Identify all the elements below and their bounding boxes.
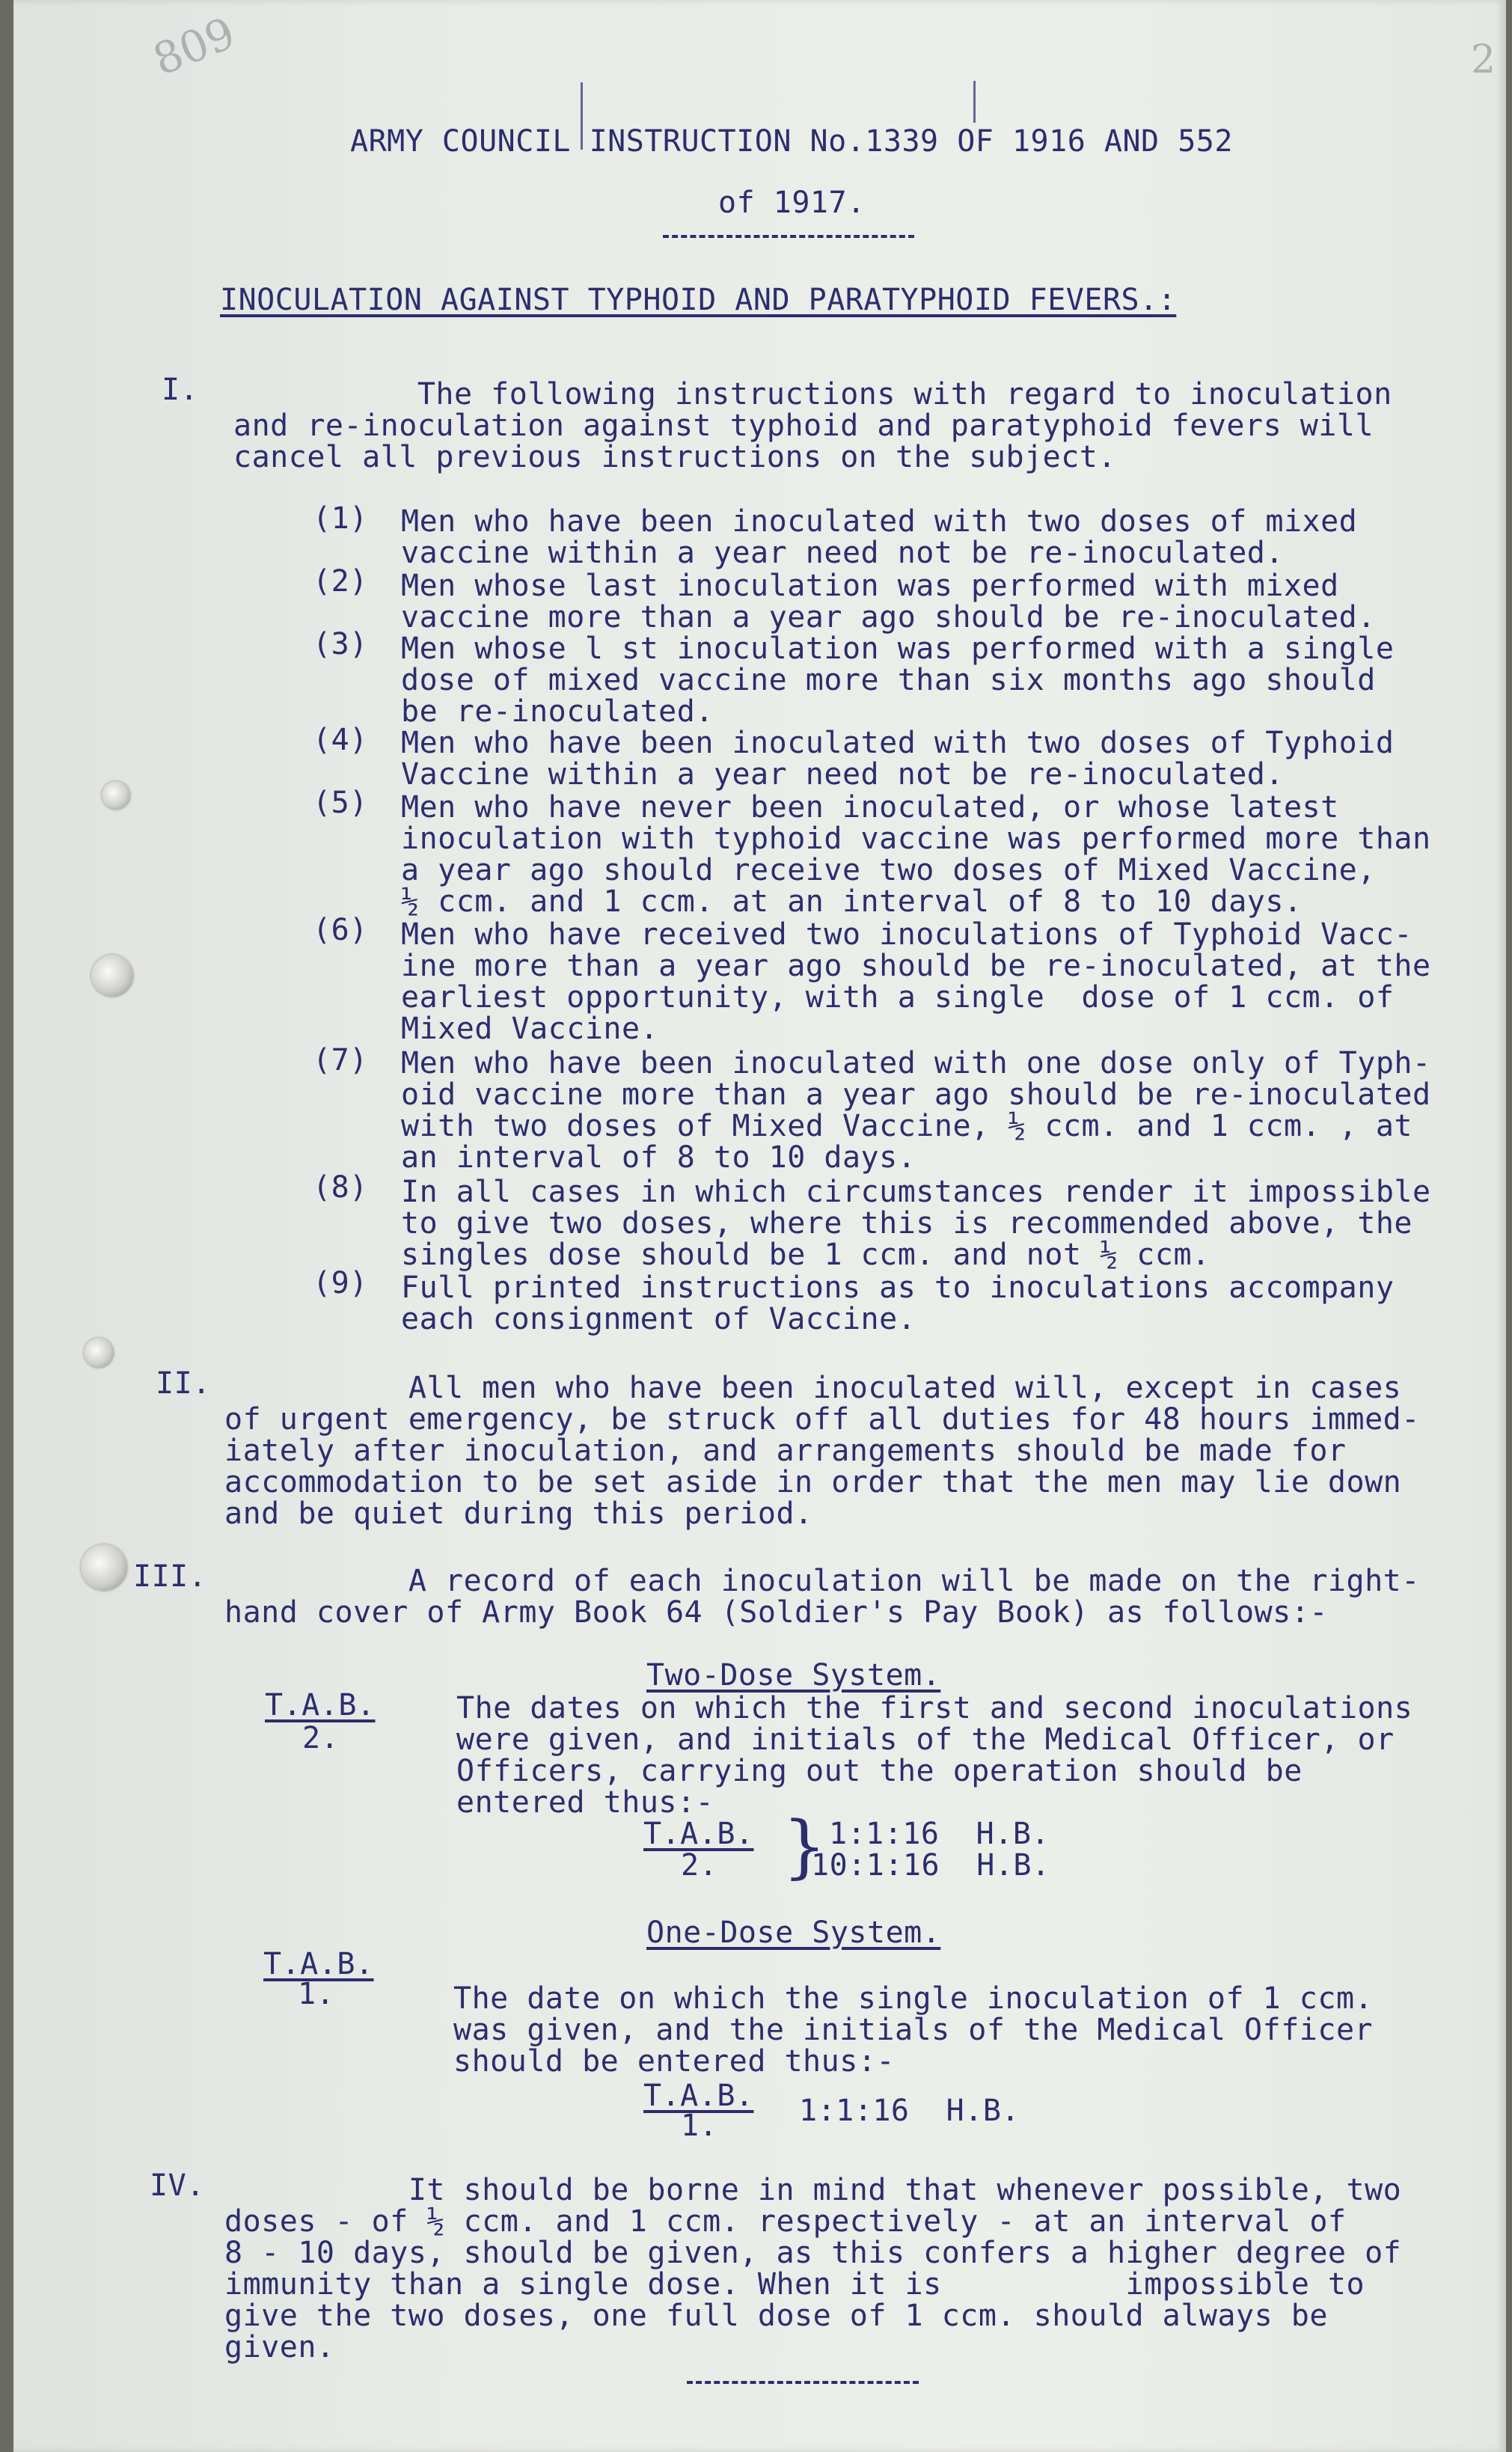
one-dose-example-row: 1:1:16 H.B. <box>799 2094 1020 2128</box>
two-dose-example-label-bottom: 2. <box>681 1848 718 1883</box>
section-2-line-4: accommodation to be set aside in order that the men may lie down <box>224 1465 1402 1499</box>
section-2-line-2: of urgent emergency, be struck off all duties for 48 hours immed- <box>224 1402 1420 1437</box>
heading-line-2: of 1917. <box>718 186 866 220</box>
punch-hole-1 <box>102 781 130 810</box>
item-6-line-4: Mixed Vaccine. <box>401 1012 659 1046</box>
item-7-line-3: with two doses of Mixed Vaccine, ½ ccm. and 1 ccm. , at <box>401 1109 1413 1143</box>
item-7-number: (7) <box>313 1043 368 1077</box>
item-8-line-1: In all cases in which circumstances render it impossible <box>401 1175 1431 1209</box>
two-dose-heading: Two-Dose System. <box>646 1658 941 1693</box>
item-8-line-2: to give two doses, where this is recommended above, the <box>401 1206 1413 1241</box>
section-4-line-2: doses - of ½ ccm. and 1 ccm. respectively - at an interval of <box>224 2204 1347 2239</box>
item-4-line-2: Vaccine within a year need not be re-inoculated. <box>401 757 1284 792</box>
item-5-line-1: Men who have never been inoculated, or whose latest <box>401 790 1339 825</box>
two-dose-label-bottom: 2. <box>302 1721 340 1755</box>
item-1-line-2: vaccine within a year need not be re-inoculated. <box>401 536 1284 570</box>
subject-heading: INOCULATION AGAINST TYPHOID AND PARATYPHOID FEVERS.: <box>220 283 1177 317</box>
item-5-line-3: a year ago should receive two doses of Mixed Vaccine, <box>401 853 1376 887</box>
item-7-line-4: an interval of 8 to 10 days. <box>401 1140 916 1175</box>
item-3-line-1: Men whose l st inoculation was performed with a single <box>401 632 1395 666</box>
item-4-number: (4) <box>313 723 368 757</box>
section-1-numeral: I. <box>162 373 199 407</box>
item-9-line-2: each consignment of Vaccine. <box>401 1302 916 1336</box>
document-page <box>13 0 1506 2452</box>
two-dose-line-3: Officers, carrying out the operation should be <box>456 1754 1303 1788</box>
section-3-line-2: hand cover of Army Book 64 (Soldier's Pay Book) as follows:- <box>224 1595 1328 1630</box>
section-1-line-3: cancel all previous instructions on the subject. <box>233 440 1116 474</box>
item-5-number: (5) <box>313 786 368 820</box>
item-5-line-2: inoculation with typhoid vaccine was performed more than <box>401 822 1431 856</box>
section-4-line-3: 8 - 10 days, should be given, as this confers a higher degree of <box>224 2236 1402 2270</box>
section-4-line-5: give the two doses, one full dose of 1 ccm. should always be <box>224 2299 1328 2333</box>
heading-line-1: ARMY COUNCIL INSTRUCTION No.1339 OF 1916 AND 552 <box>350 124 1233 159</box>
two-dose-line-4: entered thus:- <box>456 1785 714 1820</box>
section-2-line-3: iately after inoculation, and arrangements should be made for <box>224 1434 1347 1468</box>
two-dose-brace: } <box>783 1806 827 1886</box>
one-dose-label-top: T.A.B. <box>263 1947 374 1981</box>
item-6-number: (6) <box>313 913 368 947</box>
section-4-line-1: It should be borne in mind that whenever possible, two <box>224 2173 1402 2207</box>
item-2-line-1: Men whose last inoculation was performed with mixed <box>401 569 1339 603</box>
item-6-line-2: ine more than a year ago should be re-inoculated, at the <box>401 949 1431 983</box>
folio-number-right: 2 <box>1471 37 1496 82</box>
two-dose-example-row-1: 1:1:16 H.B. <box>829 1817 1050 1851</box>
item-1-line-1: Men who have been inoculated with two doses of mixed <box>401 504 1358 539</box>
section-1-line-1: The following instructions with regard to inoculation <box>233 377 1392 412</box>
item-2-line-2: vaccine more than a year ago should be re-inoculated. <box>401 600 1376 635</box>
item-3-line-2: dose of mixed vaccine more than six months ago should <box>401 663 1376 697</box>
two-dose-label-top: T.A.B. <box>265 1688 376 1722</box>
folio-number-left: 809 <box>146 7 242 86</box>
item-7-line-1: Men who have been inoculated with one dose only of Typh- <box>401 1046 1431 1080</box>
one-dose-heading: One-Dose System. <box>646 1916 941 1950</box>
one-dose-example-label-top: T.A.B. <box>643 2079 754 2113</box>
one-dose-line-1: The date on which the single inoculation of 1 ccm. <box>453 1981 1374 2016</box>
section-1-line-2: and re-inoculation against typhoid and paratyphoid fevers will <box>233 409 1374 443</box>
one-dose-label-bottom: 1. <box>298 1977 335 2011</box>
item-8-number: (8) <box>313 1170 368 1205</box>
two-dose-line-1: The dates on which the first and second inoculations <box>456 1691 1413 1725</box>
item-2-number: (2) <box>313 564 368 599</box>
item-3-number: (3) <box>313 627 368 661</box>
item-7-line-2: oid vaccine more than a year ago should be re-inoculated <box>401 1077 1431 1112</box>
one-dose-line-2: was given, and the initials of the Medical Officer <box>453 2013 1374 2047</box>
item-9-line-1: Full printed instructions as to inoculations accompany <box>401 1271 1395 1305</box>
two-dose-line-2: were given, and initials of the Medical Officer, or <box>456 1722 1395 1757</box>
section-2-numeral: II. <box>156 1366 211 1401</box>
one-dose-line-3: should be entered thus:- <box>453 2044 895 2079</box>
item-6-line-1: Men who have received two inoculations of Typhoid Vacc- <box>401 917 1413 952</box>
two-dose-example-row-2: 10:1:16 H.B. <box>811 1848 1050 1883</box>
section-4-line-4: immunity than a single dose. When it is impossible to <box>224 2267 1365 2302</box>
section-4-line-6: given. <box>224 2330 335 2364</box>
one-dose-example-label-bottom: 1. <box>681 2109 718 2143</box>
heading-divider <box>663 235 914 238</box>
two-dose-example-label-top: T.A.B. <box>643 1817 754 1851</box>
item-3-line-3: be re-inoculated. <box>401 694 714 729</box>
punch-hole-3 <box>84 1338 114 1368</box>
footer-divider <box>687 2381 919 2384</box>
section-3-line-1: A record of each inoculation will be made on the right- <box>224 1564 1420 1598</box>
punch-hole-2 <box>91 955 133 997</box>
section-3-numeral: III. <box>133 1559 207 1594</box>
item-5-line-4: ½ ccm. and 1 ccm. at an interval of 8 to 10 days. <box>401 884 1303 919</box>
item-8-line-3: singles dose should be 1 ccm. and not ½ ccm. <box>401 1238 1210 1272</box>
pen-mark-2 <box>973 81 976 123</box>
item-6-line-3: earliest opportunity, with a single dose of 1 ccm. of <box>401 980 1395 1015</box>
item-9-number: (9) <box>313 1266 368 1300</box>
item-1-number: (1) <box>313 501 368 536</box>
item-4-line-1: Men who have been inoculated with two doses of Typhoid <box>401 726 1395 760</box>
punch-hole-4 <box>81 1544 127 1591</box>
section-4-numeral: IV. <box>150 2168 205 2203</box>
section-2-line-1: All men who have been inoculated will, except in cases <box>224 1371 1402 1405</box>
section-2-line-5: and be quiet during this period. <box>224 1496 813 1531</box>
